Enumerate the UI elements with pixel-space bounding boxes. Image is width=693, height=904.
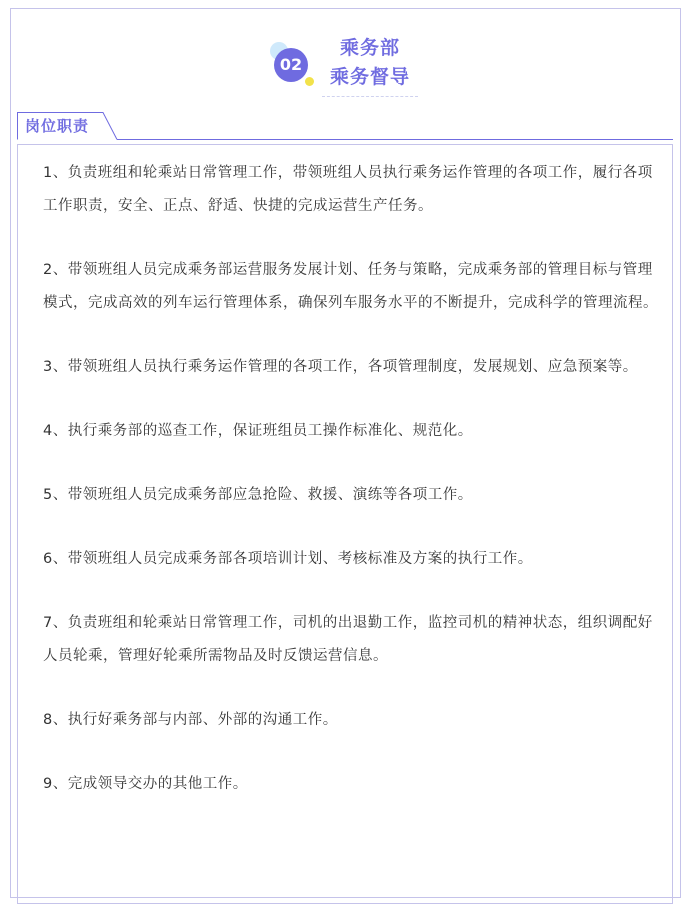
section-tab: [17, 112, 117, 140]
role-title: 乘务督导: [322, 62, 418, 97]
list-item: 9、完成领导交办的其他工作。: [43, 776, 248, 792]
header-titles: [322, 34, 418, 97]
section-number-badge: [268, 40, 312, 90]
list-item: 6、带领班组人员完成乘务部各项培训计划、考核标准及方案的执行工作。: [43, 551, 533, 567]
list-item: 2、带领班组人员完成乘务部运营服务发展计划、任务与策略，完成乘务部的管理目标与管理模式，完成高效的列车运行管理体系，确保列车服务水平的不断提升，完成科学的管理流程。: [43, 262, 658, 311]
badge-number: 02: [274, 48, 308, 82]
list-item: 7、负责班组和轮乘站日常管理工作，司机的出退勤工作，监控司机的精神状态，组织调配好人员轮乘，管理好轮乘所需物品及时反馈运营信息。: [43, 615, 653, 664]
list-item: 3、带领班组人员执行乘务运作管理的各项工作，各项管理制度，发展规划、应急预案等。: [43, 359, 638, 375]
section-label: 岗位职责: [25, 117, 90, 135]
list-item: 5、带领班组人员完成乘务部应急抢险、救援、演练等各项工作。: [43, 487, 473, 503]
list-item: 8、执行好乘务部与内部、外部的沟通工作。: [43, 712, 338, 728]
duties-list: [43, 157, 661, 832]
section-divider: [117, 139, 673, 140]
department-title: 乘务部: [339, 37, 400, 59]
decorative-dot: [305, 77, 314, 86]
list-item: 4、执行乘务部的巡查工作，保证班组员工操作标准化、规范化。: [43, 423, 473, 439]
list-item: 1、负责班组和轮乘站日常管理工作，带领班组人员执行乘务运作管理的各项工作，履行各项工作职责，安全、正点、舒适、快捷的完成运营生产任务。: [43, 165, 653, 214]
